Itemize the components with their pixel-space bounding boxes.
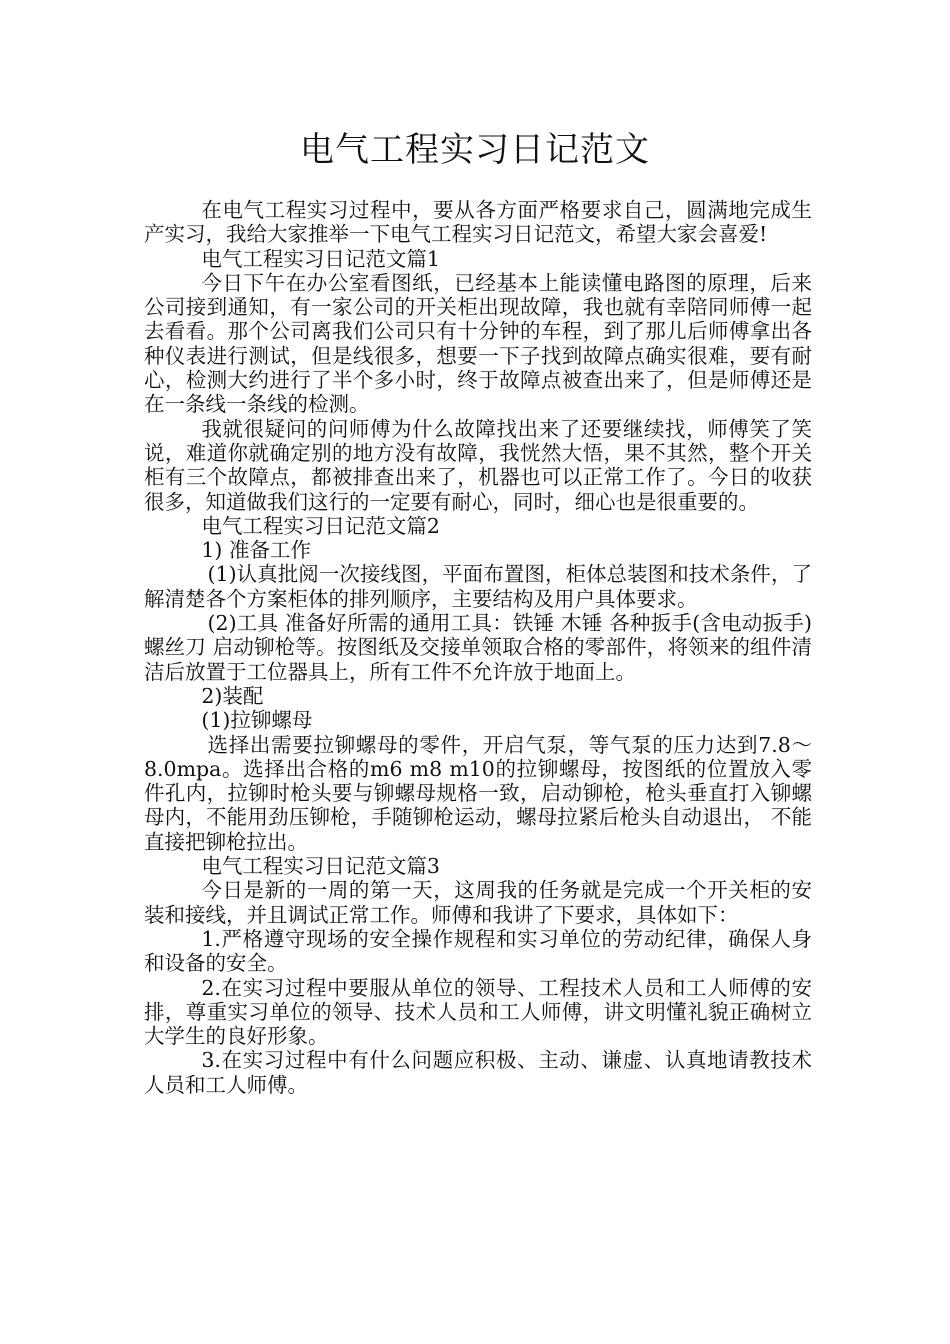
list-item: (1)拉铆螺母 xyxy=(201,708,313,733)
paragraph: 选择出需要拉铆螺母的零件，开启气泵，等气泵的压力达到7.8～8.0mpa。选择出合格的m6 m8 m10的拉铆螺母，按图纸的位置放入零件孔内，拉铆时枪头要与铆螺母规格一致，启动铆枪，枪头垂直打入铆螺母内，不能用劲压铆枪，手随铆枪运动，螺母拉紧后枪头自动退出， 不能直接把铆枪拉出。 xyxy=(144,732,812,854)
section-heading-2: 电气工程实习日记范文篇2 xyxy=(201,513,440,538)
section-heading-1: 电气工程实习日记范文篇1 xyxy=(201,246,440,271)
list-item: (2)工具 准备好所需的通用工具：铁锤 木锤 各种扳手(含电动扳手)螺丝刀 启动铆枪等。按图纸及交接单领取合格的零部件，将领来的组件清洁后放置于工位器具上，所有工件不允许放于地面上。 xyxy=(144,611,812,684)
list-heading: 1) 准备工作 xyxy=(201,538,311,563)
document-body xyxy=(144,198,812,1097)
list-item: 1.严格遵守现场的安全操作规程和实习单位的劳动纪律，确保人身和设备的安全。 xyxy=(144,926,812,976)
list-item: (1)认真批阅一次接线图，平面布置图，柜体总装图和技术条件，了解清楚各个方案柜体的排列顺序，主要结构及用户具体要求。 xyxy=(144,562,812,611)
paragraph: 今日是新的一周的第一天，这周我的任务就是完成一个开关柜的安装和接线，并且调试正常工作。师傅和我讲了下要求，具体如下： xyxy=(144,878,812,927)
paragraph: 今日下午在办公室看图纸，已经基本上能读懂电路图的原理，后来公司接到通知，有一家公司的开关柜出现故障，我也就有幸陪同师傅一起去看看。那个公司离我们公司只有十分钟的车程，到了那儿后师傅拿出各种仪表进行测试，但是线很多，想要一下子找到故障点确实很难，要有耐心，检测大约进行了半个多小时，终于故障点被查出来了，但是师傅还是在一条线一条线的检测。 xyxy=(144,270,812,417)
document-title: 电气工程实习日记范文 xyxy=(300,130,650,170)
list-item: 3.在实习过程中有什么问题应积极、主动、谦虚、认真地请教技术人员和工人师傅。 xyxy=(144,1048,812,1097)
paragraph: 我就很疑问的问师傅为什么故障找出来了还要继续找，师傅笑了笑说，难道你就确定别的地方没有故障，我恍然大悟，果不其然，整个开关柜有三个故障点，都被排查出来了，机器也可以正常工作了。今日的收获很多，知道做我们这行的一定要有耐心，同时，细心也是很重要的。 xyxy=(144,416,812,514)
list-heading: 2)装配 xyxy=(201,683,264,708)
section-heading-3: 电气工程实习日记范文篇3 xyxy=(201,854,440,879)
paragraph-intro: 在电气工程实习过程中，要从各方面严格要求自己，圆满地完成生产实习，我给大家推举一下电气工程实习日记范文，希望大家会喜爱! xyxy=(144,198,812,247)
list-item: 2.在实习过程中要服从单位的领导、工程技术人员和工人师傅的安排，尊重实习单位的领导、技术人员和工人师傅，讲文明懂礼貌正确树立大学生的良好形象。 xyxy=(144,975,812,1049)
